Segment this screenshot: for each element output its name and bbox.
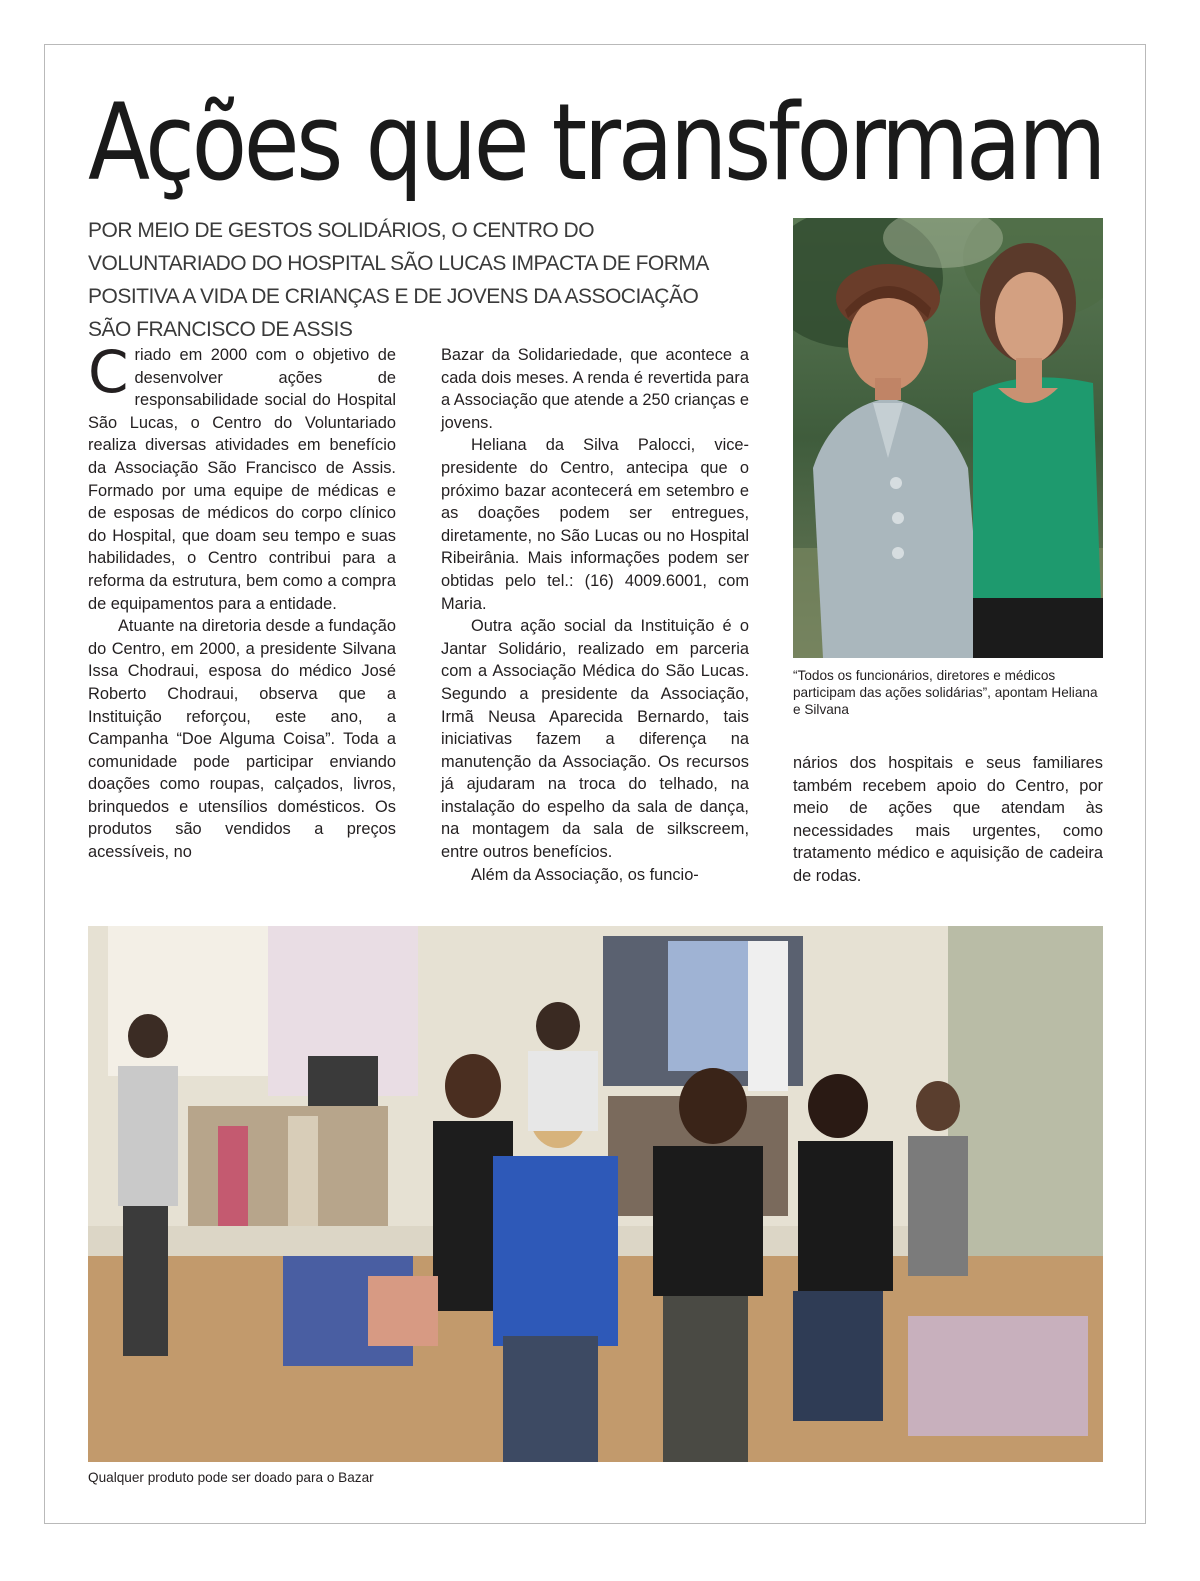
article-title: Ações que transformam: [88, 81, 1104, 204]
drop-cap: C: [88, 338, 129, 406]
paragraph: nários dos hospitais e seus familiares também recebem apoio do Centro, por meio de ações que atendam às necessidades mais urgentes, como tratamento médico e aquisição de cadeira de rodas.: [793, 754, 1103, 885]
paragraph: Outra ação social da Instituição é o Jantar Solidário, realizado em parceria com a Associação Médica do São Lucas. Segundo a presidente da Associação, Irmã Neusa Aparecida Bernardo, tais iniciativas fazem a diferença na manutenção da Associação. Os recursos já ajudaram na troca do telhado, na instalação do espelho da sala de dança, na montagem da sala de silkscreem, entre outros benefícios.: [441, 617, 749, 862]
paragraph: Bazar da Solidariedade, que acontece a cada dois meses. A renda é revertida para a Associação que atende a 250 crianças e jovens.: [441, 346, 749, 432]
text-column-3: [793, 752, 1103, 888]
photo-heliana-silvana: [793, 218, 1103, 658]
text-column-1: [88, 338, 396, 864]
paragraph: Atuante na diretoria desde a fundação do Centro, em 2000, a presidente Silvana Issa Chodraui, esposa do médico José Roberto Chodraui, observa que a Instituição reforçou, este ano, a Campanha “Doe Alguma Coisa”. Toda a comunidade pode participar enviando doações como roupas, calçados, livros, brinquedos e utensílios domésticos. Os produtos são vendidos a preços acessíveis, no: [88, 617, 396, 862]
paragraph: Além da Associação, os funcio-: [471, 865, 699, 884]
article-subtitle: POR MEIO DE GESTOS SOLIDÁRIOS, O CENTRO DO VOLUNTARIADO DO HOSPITAL SÃO LUCAS IMPACTA DE FORMA POSITIVA A VIDA DE CRIANÇAS E DE JOVENS DA ASSOCIAÇÃO SÃO FRANCISCO DE ASSIS: [88, 219, 708, 341]
photo-bazar: [88, 926, 1103, 1462]
paragraph: riado em 2000 com o objetivo de desenvolver ações de responsabilidade social do Hospital São Lucas, o Centro do Voluntariado realiza diversas atividades em benefício da Associação São Francisco de Assis. Formado por uma equipe de médicas e de esposas de médicos do corpo clínico do Hospital, que doam seu tempo e suas habilidades, o Centro contribui para a reforma da estrutura, bem como a compra de equipamentos para a entidade.: [88, 346, 396, 613]
photo-caption-top: “Todos os funcionários, diretores e médicos participam das ações solidárias”, apontam Heliana e Silvana: [793, 668, 1098, 717]
paragraph: Heliana da Silva Palocci, vice-presidente do Centro, antecipa que o próximo bazar acontecerá em setembro e as doações podem ser entregues, diretamente, no São Lucas ou no Hospital Ribeirânia. Mais informações podem ser obtidas pelo tel.: (16) 4009.6001, com Maria.: [441, 436, 749, 613]
photo-caption-bottom: Qualquer produto pode ser doado para o Bazar: [88, 1470, 374, 1485]
text-column-2: [441, 344, 749, 886]
